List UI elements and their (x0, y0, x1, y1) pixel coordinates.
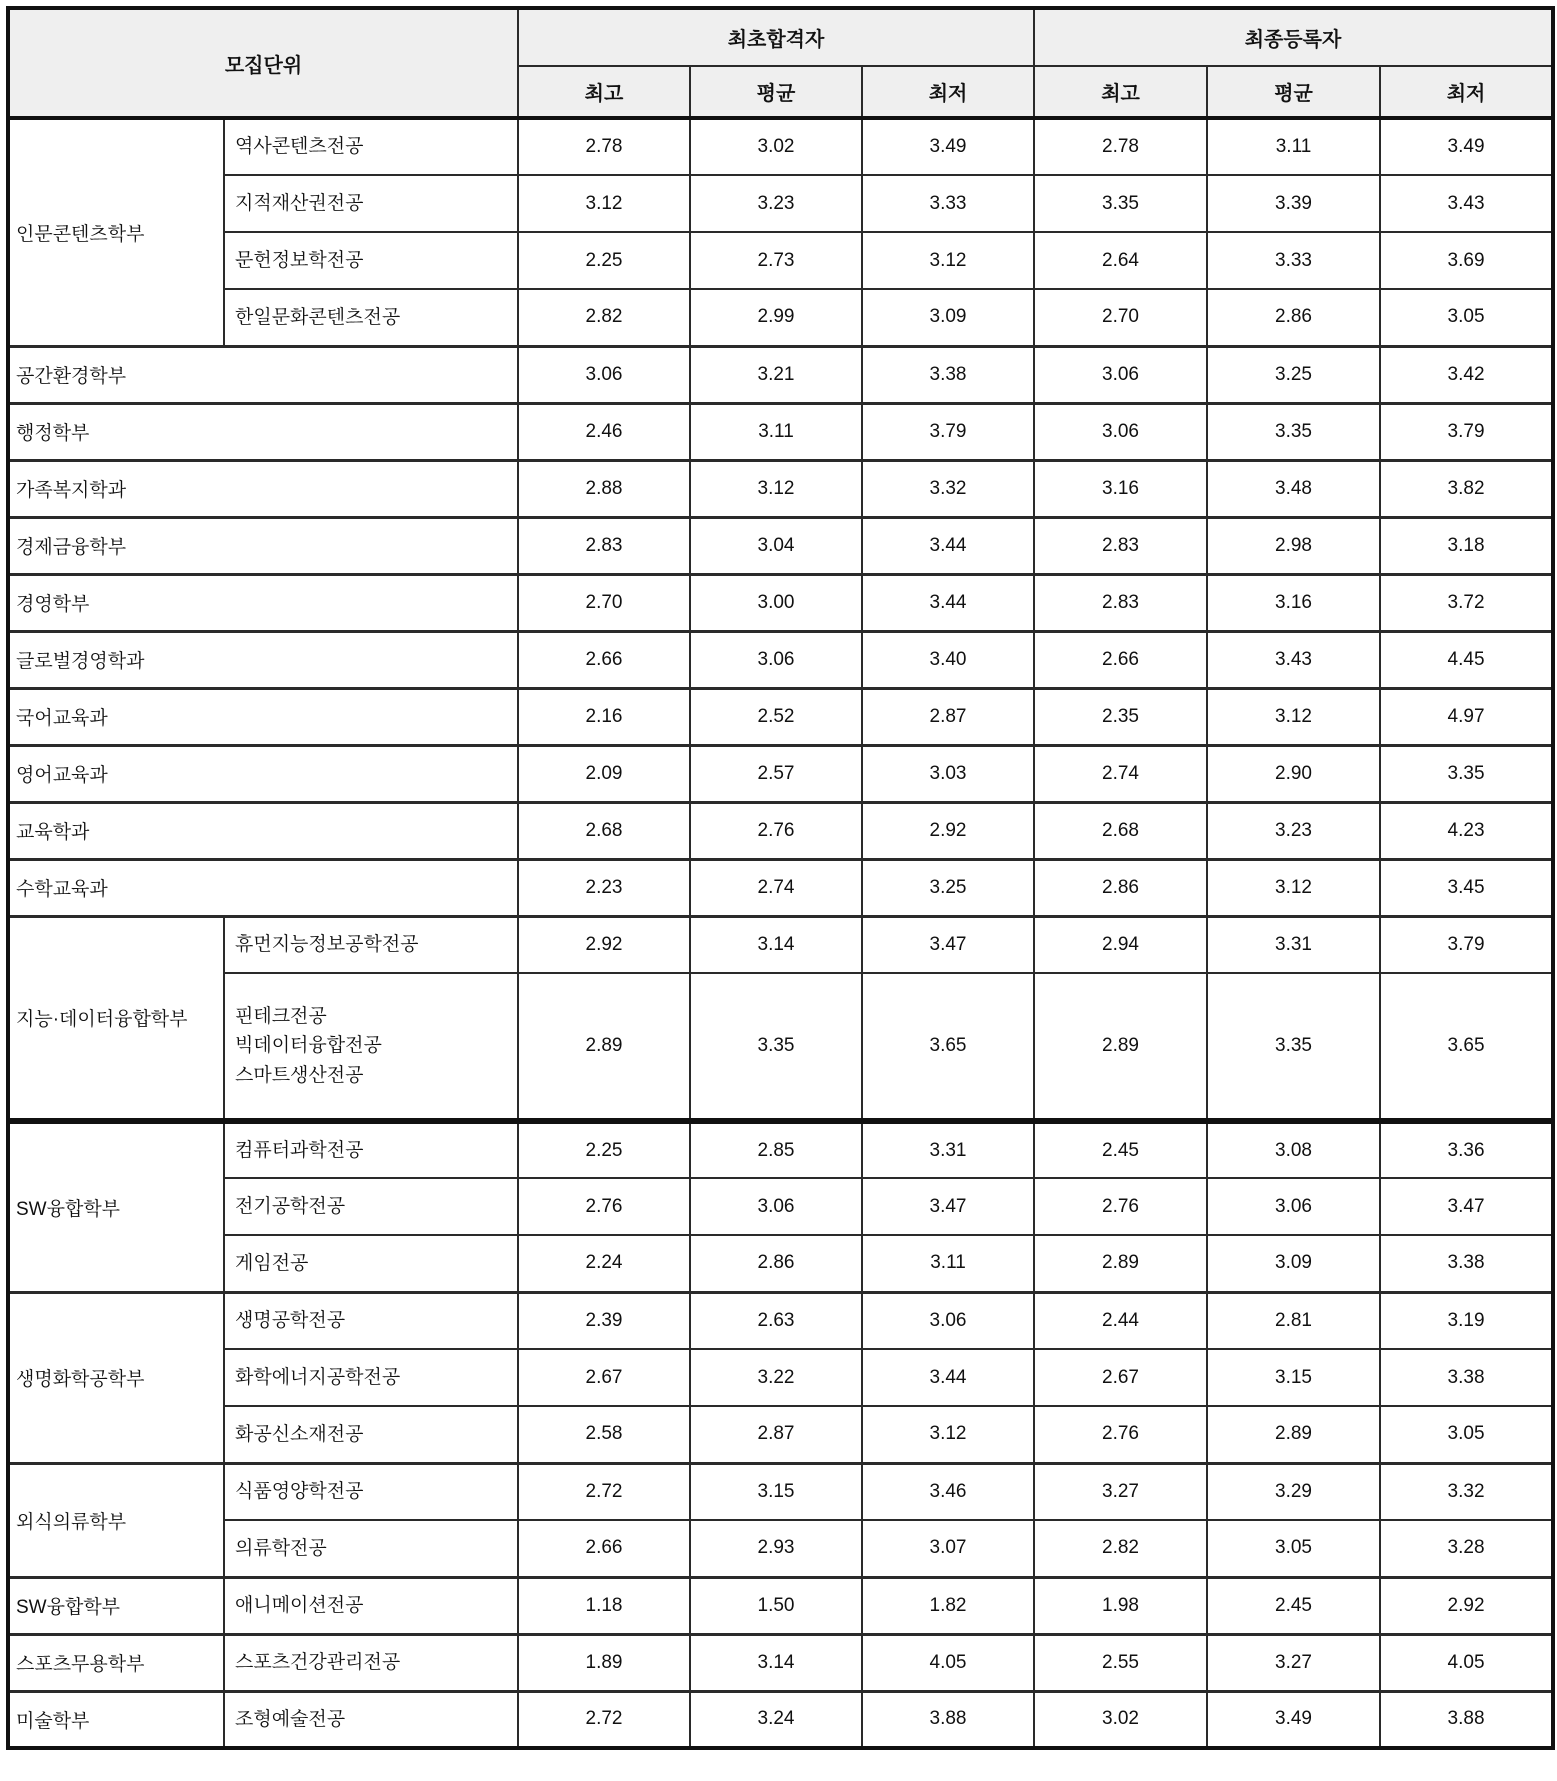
final-enroll-score-cell: 3.65 (1380, 973, 1553, 1121)
header-subcol-initial-min: 최저 (862, 66, 1034, 118)
initial-pass-score-cell: 3.14 (690, 916, 862, 973)
major-cell: 지적재산권전공 (224, 175, 518, 232)
major-cell: 문헌정보학전공 (224, 232, 518, 289)
initial-pass-score-cell: 1.18 (518, 1577, 690, 1634)
final-enroll-score-cell: 3.11 (1207, 118, 1380, 175)
final-enroll-score-cell: 2.74 (1034, 745, 1207, 802)
initial-pass-score-cell: 3.15 (690, 1463, 862, 1520)
header-subcol-initial-avg: 평균 (690, 66, 862, 118)
college-cell: SW융합학부 (8, 1577, 224, 1634)
college-cell: SW융합학부 (8, 1121, 224, 1292)
final-enroll-score-cell: 3.35 (1034, 175, 1207, 232)
initial-pass-score-cell: 2.87 (690, 1406, 862, 1463)
final-enroll-score-cell: 3.31 (1207, 916, 1380, 973)
major-cell: 전기공학전공 (224, 1178, 518, 1235)
final-enroll-score-cell: 3.36 (1380, 1121, 1553, 1178)
initial-pass-score-cell: 3.22 (690, 1349, 862, 1406)
initial-pass-score-cell: 2.73 (690, 232, 862, 289)
table-row (8, 1121, 1553, 1178)
final-enroll-score-cell: 3.35 (1207, 973, 1380, 1121)
final-enroll-score-cell: 3.33 (1207, 232, 1380, 289)
final-enroll-score-cell: 2.55 (1034, 1634, 1207, 1691)
initial-pass-score-cell: 3.14 (690, 1634, 862, 1691)
initial-pass-score-cell: 4.05 (862, 1634, 1034, 1691)
college-cell: 교육학과 (8, 802, 518, 859)
final-enroll-score-cell: 2.64 (1034, 232, 1207, 289)
final-enroll-score-cell: 3.15 (1207, 1349, 1380, 1406)
final-enroll-score-cell: 2.89 (1034, 1235, 1207, 1292)
major-line: 스마트생산전공 (235, 1064, 364, 1086)
table-row (8, 403, 1553, 460)
header-unit: 모집단위 (8, 8, 518, 118)
final-enroll-score-cell: 2.76 (1034, 1406, 1207, 1463)
final-enroll-score-cell: 3.45 (1380, 859, 1553, 916)
initial-pass-score-cell: 2.76 (690, 802, 862, 859)
initial-pass-score-cell: 2.88 (518, 460, 690, 517)
initial-pass-score-cell: 2.57 (690, 745, 862, 802)
final-enroll-score-cell: 3.05 (1380, 289, 1553, 346)
final-enroll-score-cell: 2.67 (1034, 1349, 1207, 1406)
initial-pass-score-cell: 3.47 (862, 916, 1034, 973)
initial-pass-score-cell: 3.02 (690, 118, 862, 175)
final-enroll-score-cell: 3.28 (1380, 1520, 1553, 1577)
final-enroll-score-cell: 3.38 (1380, 1235, 1553, 1292)
table-body (8, 118, 1553, 1748)
header-final-enroll: 최종등록자 (1034, 8, 1553, 66)
final-enroll-score-cell: 3.12 (1207, 688, 1380, 745)
college-cell: 인문콘텐츠학부 (8, 118, 224, 346)
initial-pass-score-cell: 2.68 (518, 802, 690, 859)
college-cell: 생명화학공학부 (8, 1292, 224, 1463)
initial-pass-score-cell: 3.44 (862, 574, 1034, 631)
final-enroll-score-cell: 4.45 (1380, 631, 1553, 688)
table-row (8, 289, 1553, 346)
initial-pass-score-cell: 3.09 (862, 289, 1034, 346)
college-cell: 외식의류학부 (8, 1463, 224, 1577)
initial-pass-score-cell: 3.35 (690, 973, 862, 1121)
initial-pass-score-cell: 2.25 (518, 1121, 690, 1178)
final-enroll-score-cell: 3.79 (1380, 403, 1553, 460)
initial-pass-score-cell: 2.66 (518, 631, 690, 688)
final-enroll-score-cell: 3.23 (1207, 802, 1380, 859)
table-row (8, 175, 1553, 232)
final-enroll-score-cell: 2.83 (1034, 574, 1207, 631)
table-row (8, 1292, 1553, 1349)
final-enroll-score-cell: 3.32 (1380, 1463, 1553, 1520)
table-row (8, 232, 1553, 289)
initial-pass-score-cell: 2.46 (518, 403, 690, 460)
initial-pass-score-cell: 2.99 (690, 289, 862, 346)
initial-pass-score-cell: 3.44 (862, 1349, 1034, 1406)
final-enroll-score-cell: 2.92 (1380, 1577, 1553, 1634)
initial-pass-score-cell: 3.88 (862, 1691, 1034, 1748)
table-row (8, 346, 1553, 403)
final-enroll-score-cell: 3.27 (1207, 1634, 1380, 1691)
final-enroll-score-cell: 3.48 (1207, 460, 1380, 517)
initial-pass-score-cell: 2.92 (518, 916, 690, 973)
college-cell: 스포츠무용학부 (8, 1634, 224, 1691)
final-enroll-score-cell: 3.16 (1034, 460, 1207, 517)
final-enroll-score-cell: 3.18 (1380, 517, 1553, 574)
major-cell: 게임전공 (224, 1235, 518, 1292)
final-enroll-score-cell: 2.82 (1034, 1520, 1207, 1577)
final-enroll-score-cell: 1.98 (1034, 1577, 1207, 1634)
final-enroll-score-cell: 3.12 (1207, 859, 1380, 916)
initial-pass-score-cell: 2.09 (518, 745, 690, 802)
table-row (8, 802, 1553, 859)
major-cell: 스포츠건강관리전공 (224, 1634, 518, 1691)
initial-pass-score-cell: 1.89 (518, 1634, 690, 1691)
final-enroll-score-cell: 3.27 (1034, 1463, 1207, 1520)
final-enroll-score-cell: 3.25 (1207, 346, 1380, 403)
initial-pass-score-cell: 3.12 (690, 460, 862, 517)
table-row (8, 688, 1553, 745)
initial-pass-score-cell: 2.67 (518, 1349, 690, 1406)
initial-pass-score-cell: 2.89 (518, 973, 690, 1121)
final-enroll-score-cell: 3.05 (1380, 1406, 1553, 1463)
initial-pass-score-cell: 3.00 (690, 574, 862, 631)
final-enroll-score-cell: 2.45 (1034, 1121, 1207, 1178)
table-row (8, 1463, 1553, 1520)
table-row (8, 631, 1553, 688)
final-enroll-score-cell: 2.70 (1034, 289, 1207, 346)
table-row (8, 745, 1553, 802)
college-cell: 영어교육과 (8, 745, 518, 802)
initial-pass-score-cell: 3.47 (862, 1178, 1034, 1235)
initial-pass-score-cell: 2.83 (518, 517, 690, 574)
initial-pass-score-cell: 3.06 (690, 631, 862, 688)
initial-pass-score-cell: 2.82 (518, 289, 690, 346)
table-row (8, 1520, 1553, 1577)
major-cell: 역사콘텐츠전공 (224, 118, 518, 175)
final-enroll-score-cell: 4.23 (1380, 802, 1553, 859)
college-cell: 경제금융학부 (8, 517, 518, 574)
final-enroll-score-cell: 2.66 (1034, 631, 1207, 688)
final-enroll-score-cell: 3.82 (1380, 460, 1553, 517)
final-enroll-score-cell: 3.06 (1034, 346, 1207, 403)
final-enroll-score-cell: 3.79 (1380, 916, 1553, 973)
final-enroll-score-cell: 3.43 (1207, 631, 1380, 688)
initial-pass-score-cell: 3.65 (862, 973, 1034, 1121)
table-row (8, 1178, 1553, 1235)
final-enroll-score-cell: 3.69 (1380, 232, 1553, 289)
final-enroll-score-cell: 4.05 (1380, 1634, 1553, 1691)
initial-pass-score-cell: 3.21 (690, 346, 862, 403)
final-enroll-score-cell: 3.49 (1207, 1691, 1380, 1748)
college-cell: 지능·데이터융합학부 (8, 916, 224, 1121)
final-enroll-score-cell: 2.90 (1207, 745, 1380, 802)
initial-pass-score-cell: 2.76 (518, 1178, 690, 1235)
final-enroll-score-cell: 3.35 (1380, 745, 1553, 802)
table-row (8, 1235, 1553, 1292)
final-enroll-score-cell: 3.16 (1207, 574, 1380, 631)
initial-pass-score-cell: 3.12 (518, 175, 690, 232)
initial-pass-score-cell: 3.06 (518, 346, 690, 403)
initial-pass-score-cell: 2.52 (690, 688, 862, 745)
initial-pass-score-cell: 2.39 (518, 1292, 690, 1349)
initial-pass-score-cell: 3.33 (862, 175, 1034, 232)
final-enroll-score-cell: 3.02 (1034, 1691, 1207, 1748)
final-enroll-score-cell: 3.29 (1207, 1463, 1380, 1520)
final-enroll-score-cell: 2.78 (1034, 118, 1207, 175)
header-subcol-final-min: 최저 (1380, 66, 1553, 118)
initial-pass-score-cell: 2.87 (862, 688, 1034, 745)
initial-pass-score-cell: 2.72 (518, 1463, 690, 1520)
final-enroll-score-cell: 3.47 (1380, 1178, 1553, 1235)
initial-pass-score-cell: 2.86 (690, 1235, 862, 1292)
final-enroll-score-cell: 3.06 (1207, 1178, 1380, 1235)
initial-pass-score-cell: 2.93 (690, 1520, 862, 1577)
initial-pass-score-cell: 3.03 (862, 745, 1034, 802)
header-subcol-final-avg: 평균 (1207, 66, 1380, 118)
final-enroll-score-cell: 2.68 (1034, 802, 1207, 859)
final-enroll-score-cell: 2.89 (1207, 1406, 1380, 1463)
initial-pass-score-cell: 3.25 (862, 859, 1034, 916)
major-cell: 생명공학전공 (224, 1292, 518, 1349)
final-enroll-score-cell: 2.89 (1034, 973, 1207, 1121)
table-row (8, 517, 1553, 574)
table-row (8, 859, 1553, 916)
header-subcol-initial-max: 최고 (518, 66, 690, 118)
major-cell: 휴먼지능정보공학전공 (224, 916, 518, 973)
initial-pass-score-cell: 3.11 (862, 1235, 1034, 1292)
initial-pass-score-cell: 3.49 (862, 118, 1034, 175)
final-enroll-score-cell: 2.44 (1034, 1292, 1207, 1349)
initial-pass-score-cell: 2.72 (518, 1691, 690, 1748)
table-row (8, 1691, 1553, 1748)
initial-pass-score-cell: 2.66 (518, 1520, 690, 1577)
major-cell: 컴퓨터과학전공 (224, 1121, 518, 1178)
final-enroll-score-cell: 3.42 (1380, 346, 1553, 403)
header-row-groups (8, 8, 1553, 66)
admission-gpa-table (6, 6, 1555, 1750)
initial-pass-score-cell: 2.74 (690, 859, 862, 916)
major-line: 핀테크전공 (235, 1005, 327, 1027)
final-enroll-score-cell: 2.35 (1034, 688, 1207, 745)
final-enroll-score-cell: 4.97 (1380, 688, 1553, 745)
final-enroll-score-cell: 2.45 (1207, 1577, 1380, 1634)
final-enroll-score-cell: 3.06 (1034, 403, 1207, 460)
table-row (8, 118, 1553, 175)
initial-pass-score-cell: 1.50 (690, 1577, 862, 1634)
initial-pass-score-cell: 2.78 (518, 118, 690, 175)
initial-pass-score-cell: 2.63 (690, 1292, 862, 1349)
final-enroll-score-cell: 2.98 (1207, 517, 1380, 574)
final-enroll-score-cell: 2.86 (1207, 289, 1380, 346)
initial-pass-score-cell: 3.32 (862, 460, 1034, 517)
major-cell: 의류학전공 (224, 1520, 518, 1577)
initial-pass-score-cell: 3.07 (862, 1520, 1034, 1577)
initial-pass-score-cell: 3.79 (862, 403, 1034, 460)
initial-pass-score-cell: 2.58 (518, 1406, 690, 1463)
final-enroll-score-cell: 3.35 (1207, 403, 1380, 460)
major-cell: 한일문화콘텐츠전공 (224, 289, 518, 346)
college-cell: 공간환경학부 (8, 346, 518, 403)
final-enroll-score-cell: 2.83 (1034, 517, 1207, 574)
major-cell: 식품영양학전공 (224, 1463, 518, 1520)
initial-pass-score-cell: 3.44 (862, 517, 1034, 574)
final-enroll-score-cell: 3.49 (1380, 118, 1553, 175)
table-row (8, 460, 1553, 517)
major-cell: 애니메이션전공 (224, 1577, 518, 1634)
initial-pass-score-cell: 3.46 (862, 1463, 1034, 1520)
initial-pass-score-cell: 3.11 (690, 403, 862, 460)
final-enroll-score-cell: 3.39 (1207, 175, 1380, 232)
header-initial-pass: 최초합격자 (518, 8, 1034, 66)
initial-pass-score-cell: 3.23 (690, 175, 862, 232)
final-enroll-score-cell: 3.38 (1380, 1349, 1553, 1406)
header-subcol-final-max: 최고 (1034, 66, 1207, 118)
table-row (8, 916, 1553, 973)
major-line: 빅데이터융합전공 (235, 1035, 382, 1057)
final-enroll-score-cell: 2.81 (1207, 1292, 1380, 1349)
major-cell: 화공신소재전공 (224, 1406, 518, 1463)
college-cell: 국어교육과 (8, 688, 518, 745)
final-enroll-score-cell: 2.76 (1034, 1178, 1207, 1235)
initial-pass-score-cell: 3.06 (690, 1178, 862, 1235)
initial-pass-score-cell: 2.24 (518, 1235, 690, 1292)
final-enroll-score-cell: 3.72 (1380, 574, 1553, 631)
major-cell: 화학에너지공학전공 (224, 1349, 518, 1406)
initial-pass-score-cell: 3.12 (862, 1406, 1034, 1463)
initial-pass-score-cell: 3.04 (690, 517, 862, 574)
initial-pass-score-cell: 2.92 (862, 802, 1034, 859)
final-enroll-score-cell: 3.88 (1380, 1691, 1553, 1748)
college-cell: 미술학부 (8, 1691, 224, 1748)
table-row (8, 1349, 1553, 1406)
initial-pass-score-cell: 2.70 (518, 574, 690, 631)
initial-pass-score-cell: 3.12 (862, 232, 1034, 289)
table-row (8, 973, 1553, 1121)
table-row (8, 1577, 1553, 1634)
initial-pass-score-cell: 3.38 (862, 346, 1034, 403)
table-row (8, 1634, 1553, 1691)
final-enroll-score-cell: 3.43 (1380, 175, 1553, 232)
college-cell: 가족복지학과 (8, 460, 518, 517)
table-row (8, 574, 1553, 631)
final-enroll-score-cell: 3.05 (1207, 1520, 1380, 1577)
initial-pass-score-cell: 2.85 (690, 1121, 862, 1178)
initial-pass-score-cell: 3.06 (862, 1292, 1034, 1349)
table-row (8, 1406, 1553, 1463)
final-enroll-score-cell: 3.19 (1380, 1292, 1553, 1349)
major-cell: 조형예술전공 (224, 1691, 518, 1748)
initial-pass-score-cell: 2.25 (518, 232, 690, 289)
initial-pass-score-cell: 2.16 (518, 688, 690, 745)
college-cell: 행정학부 (8, 403, 518, 460)
college-cell: 수학교육과 (8, 859, 518, 916)
final-enroll-score-cell: 3.09 (1207, 1235, 1380, 1292)
college-cell: 글로벌경영학과 (8, 631, 518, 688)
final-enroll-score-cell: 2.86 (1034, 859, 1207, 916)
initial-pass-score-cell: 2.23 (518, 859, 690, 916)
major-cell (224, 973, 518, 1121)
initial-pass-score-cell: 1.82 (862, 1577, 1034, 1634)
initial-pass-score-cell: 3.31 (862, 1121, 1034, 1178)
final-enroll-score-cell: 3.08 (1207, 1121, 1380, 1178)
initial-pass-score-cell: 3.24 (690, 1691, 862, 1748)
college-cell: 경영학부 (8, 574, 518, 631)
initial-pass-score-cell: 3.40 (862, 631, 1034, 688)
final-enroll-score-cell: 2.94 (1034, 916, 1207, 973)
